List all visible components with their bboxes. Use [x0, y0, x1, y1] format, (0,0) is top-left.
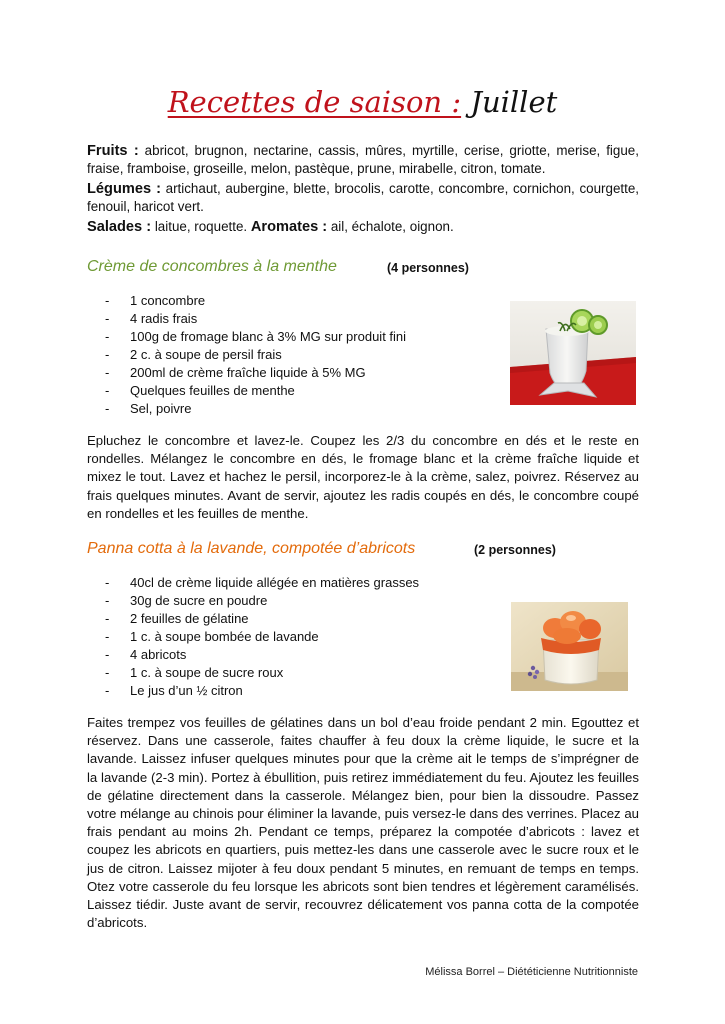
- panna-cotta-photo: [511, 602, 628, 691]
- recipe1-ingredients: [100, 292, 406, 418]
- ingredient-item: - Quelques feuilles de menthe: [100, 382, 406, 400]
- ingredient-item: - 40cl de crème liquide allégée en matières grasses: [100, 574, 419, 592]
- recipe1-servings: (4 personnes): [387, 261, 469, 275]
- aromates-list: ail, échalote, oignon.: [330, 219, 454, 234]
- ingredient-item: - 2 feuilles de gélatine: [100, 610, 419, 628]
- cucumber-cream-illustration: [510, 301, 636, 405]
- ingredient-item: - 4 abricots: [100, 646, 419, 664]
- fruits-list: abricot, brugnon, nectarine, cassis, mûres, myrtille, cerise, griotte, merise, figue, fraise, framboise, groseille, melon, pastèque, prune, mirabelle, citron, tomate.: [87, 143, 639, 176]
- fruits-paragraph: [87, 142, 639, 178]
- recipe2-title: Panna cotta à la lavande, compotée d’abricots: [87, 540, 416, 557]
- page-title: [0, 84, 725, 120]
- salades-label: Salades :: [87, 219, 152, 235]
- cucumber-cream-photo: [510, 301, 636, 405]
- recipe1-method: Epluchez le concombre et lavez-le. Coupez les 2/3 du concombre en dés et le reste en rondelles. Mélangez le concombre en dés, le fromage blanc et la crème fraîche liquide et mixez le tout. Lavez et hachez le persil, incorporez-le à la crème, salez, poivrez. Réservez au frais quelques minutes. Avant de servir, ajoutez les radis coupés en dés, le concombre coupé en rondelles et les feuilles de menthe.: [87, 433, 639, 521]
- legumes-list: artichaut, aubergine, blette, brocolis, carotte, concombre, cornichon, courgette, fenouil, haricot vert.: [87, 181, 639, 214]
- recipe2-method: Faites trempez vos feuilles de gélatines dans un bol d’eau froide pendant 2 min. Egouttez et réservez. Dans une casserole, faites chauffer à feu doux la crème liquide, le sucre et la lavande. Laissez infuser quelques minutes pour que la crème ait le temps de s’imprégner de la lavande (2-3 min). Portez à ébullition, puis retirez immédiatement du feu. Ajoutez les feuilles de gélatine directement dans la casserole. Mélangez bien, pour bien la dissoudre. Passez votre mélange au chinois pour éliminer la lavande, puis versez-le dans des verrines. Placez au frais pendant au moins 2h. Pendant ce temps, préparez la compotée d’abricots : lavez et coupez les abricots en quartiers, puis mettez-les dans une casserole avec le sucre roux et le jus de citron. Laissez mijoter à feu doux pendant 5 minutes, en remuant de temps en temps. Otez votre casserole du feu lorsque les abricots sont bien tendres et légèrement caramélisés. Laissez tiédir. Juste avant de servir, recouvrez délicatement vos panna cotta de la compotée d’abricots.: [87, 715, 639, 931]
- ingredient-item: - 1 c. à soupe de sucre roux: [100, 664, 419, 682]
- ingredient-item: - 1 concombre: [100, 292, 406, 310]
- ingredient-item: - 200ml de crème fraîche liquide à 5% MG: [100, 364, 406, 382]
- ingredient-item: - 100g de fromage blanc à 3% MG sur produit fini: [100, 328, 406, 346]
- ingredient-item: - Sel, poivre: [100, 400, 406, 418]
- aromates-label: Aromates :: [250, 219, 328, 235]
- ingredient-item: - 4 radis frais: [100, 310, 406, 328]
- fruits-label: Fruits :: [87, 143, 139, 159]
- recipe2-servings: (2 personnes): [474, 543, 556, 557]
- ingredient-item: - 2 c. à soupe de persil frais: [100, 346, 406, 364]
- seasonal-produce: [87, 142, 639, 236]
- panna-cotta-illustration: [511, 602, 628, 691]
- ingredient-item: - Le jus d’un ½ citron: [100, 682, 419, 700]
- salades-aromates-paragraph: [87, 218, 639, 236]
- recipe1-title: Crème de concombres à la menthe: [87, 258, 337, 275]
- salades-list: laitue, roquette.: [154, 219, 248, 234]
- legumes-paragraph: [87, 180, 639, 216]
- title-month: Juillet: [470, 85, 558, 119]
- title-recettes-de-saison: Recettes de saison :: [167, 85, 462, 119]
- footer-author: Mélissa Borrel – Diététicienne Nutritionniste: [425, 966, 638, 978]
- ingredient-item: - 30g de sucre en poudre: [100, 592, 419, 610]
- legumes-label: Légumes :: [87, 181, 161, 197]
- recipe2-ingredients: [100, 574, 419, 700]
- ingredient-item: - 1 c. à soupe bombée de lavande: [100, 628, 419, 646]
